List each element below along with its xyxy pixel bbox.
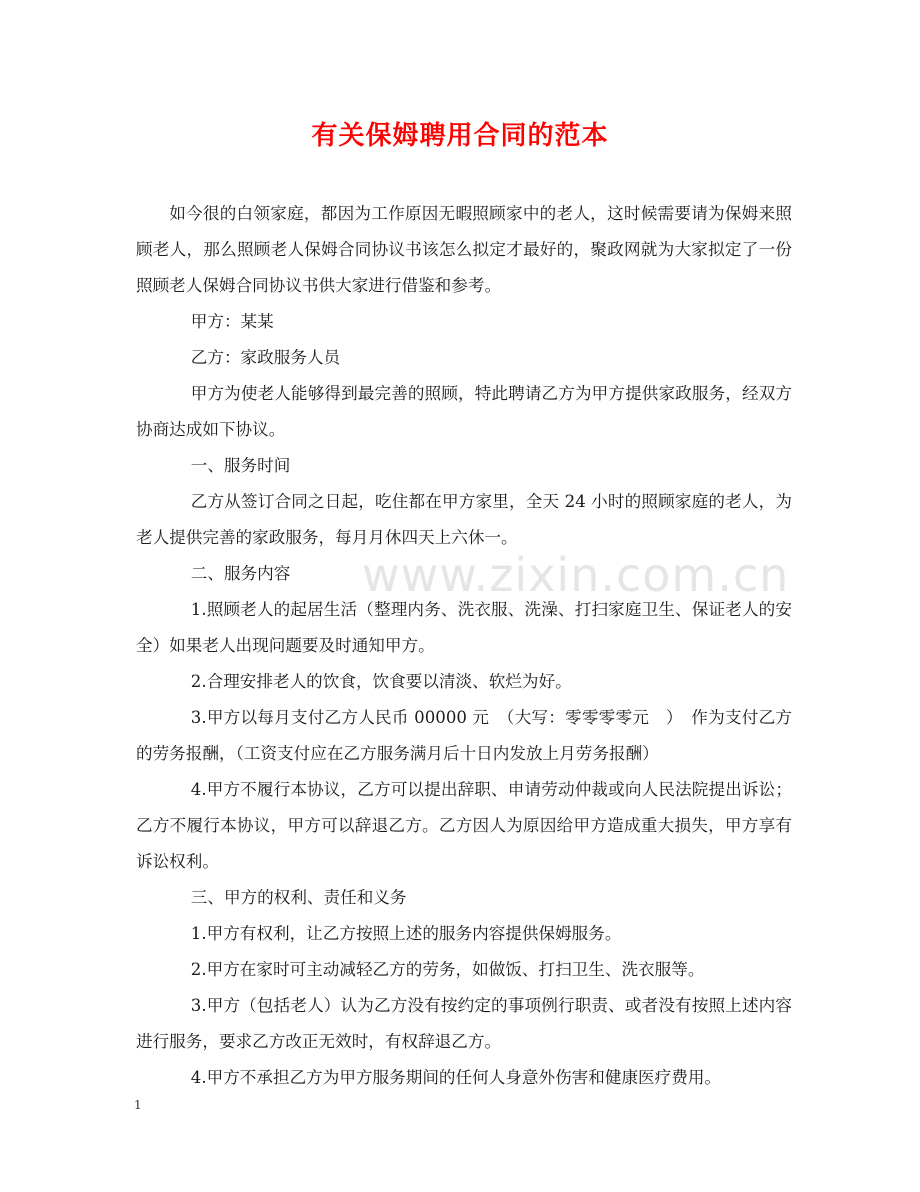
paragraph-intro: 如今很的白领家庭，都因为工作原因无暇照顾家中的老人，这时候需要请为保姆来照顾老人，那么照顾老人保姆合同协议书该怎么拟定才最好的，聚政网就为大家拟定了一份照顾老人保姆合同协议书供大家进行借鉴和参考。 <box>136 204 792 295</box>
document-title: 有关保姆聘用合同的范本 <box>311 121 609 151</box>
paragraph-rights-4: 4.甲方不承担乙方为甲方服务期间的任何人身意外伤害和健康医疗费用。 <box>190 1068 722 1087</box>
paragraph-party-a: 甲方：某某 <box>190 312 274 331</box>
page-number: 1 <box>134 1098 142 1112</box>
paragraph-rights-1: 1.甲方有权利，让乙方按照上述的服务内容提供保姆服务。 <box>190 924 622 943</box>
paragraph-purpose: 甲方为使老人能够得到最完善的照顾，特此聘请乙方为甲方提供家政服务，经双方协商达成如下协议。 <box>136 384 792 439</box>
paragraph-rights-2: 2.甲方在家时可主动减轻乙方的劳务，如做饭、打扫卫生、洗衣服等。 <box>190 960 705 979</box>
section-heading-service-time: 一、服务时间 <box>190 456 291 475</box>
paragraph-content-4: 4.甲方不履行本协议，乙方可以提出辞职、申请劳动仲裁或向人民法院提出诉讼；乙方不履行本协议，甲方可以辞退乙方。乙方因人为原因给甲方造成重大损失，甲方享有诉讼权利。 <box>136 780 792 871</box>
section-heading-service-content: 二、服务内容 <box>190 564 291 583</box>
document-body <box>136 196 792 1096</box>
watermark-text: www.zixin.com.cn <box>362 548 790 602</box>
paragraph-rights-3: 3.甲方（包括老人）认为乙方没有按约定的事项例行职责、或者没有按照上述内容进行服务，要求乙方改正无效时，有权辞退乙方。 <box>136 996 792 1051</box>
paragraph-content-1: 1.照顾老人的起居生活（整理内务、洗衣服、洗澡、打扫家庭卫生、保证老人的安全）如果老人出现问题要及时通知甲方。 <box>136 600 792 655</box>
paragraph-party-b: 乙方：家政服务人员 <box>190 348 341 367</box>
paragraph-service-time: 乙方从签订合同之日起，吃住都在甲方家里，全天 24 小时的照顾家庭的老人，为老人提供完善的家政服务，每月月休四天上六休一。 <box>136 492 792 547</box>
paragraph-content-3: 3.甲方以每月支付乙方人民币 00000 元 （大写：零零零零元 ） 作为支付乙方的劳务报酬，（工资支付应在乙方服务满月后十日内发放上月劳务报酬） <box>136 708 792 763</box>
paragraph-content-2: 2.合理安排老人的饮食，饮食要以清淡、软烂为好。 <box>190 672 572 691</box>
section-heading-party-a-rights: 三、甲方的权利、责任和义务 <box>190 888 407 907</box>
